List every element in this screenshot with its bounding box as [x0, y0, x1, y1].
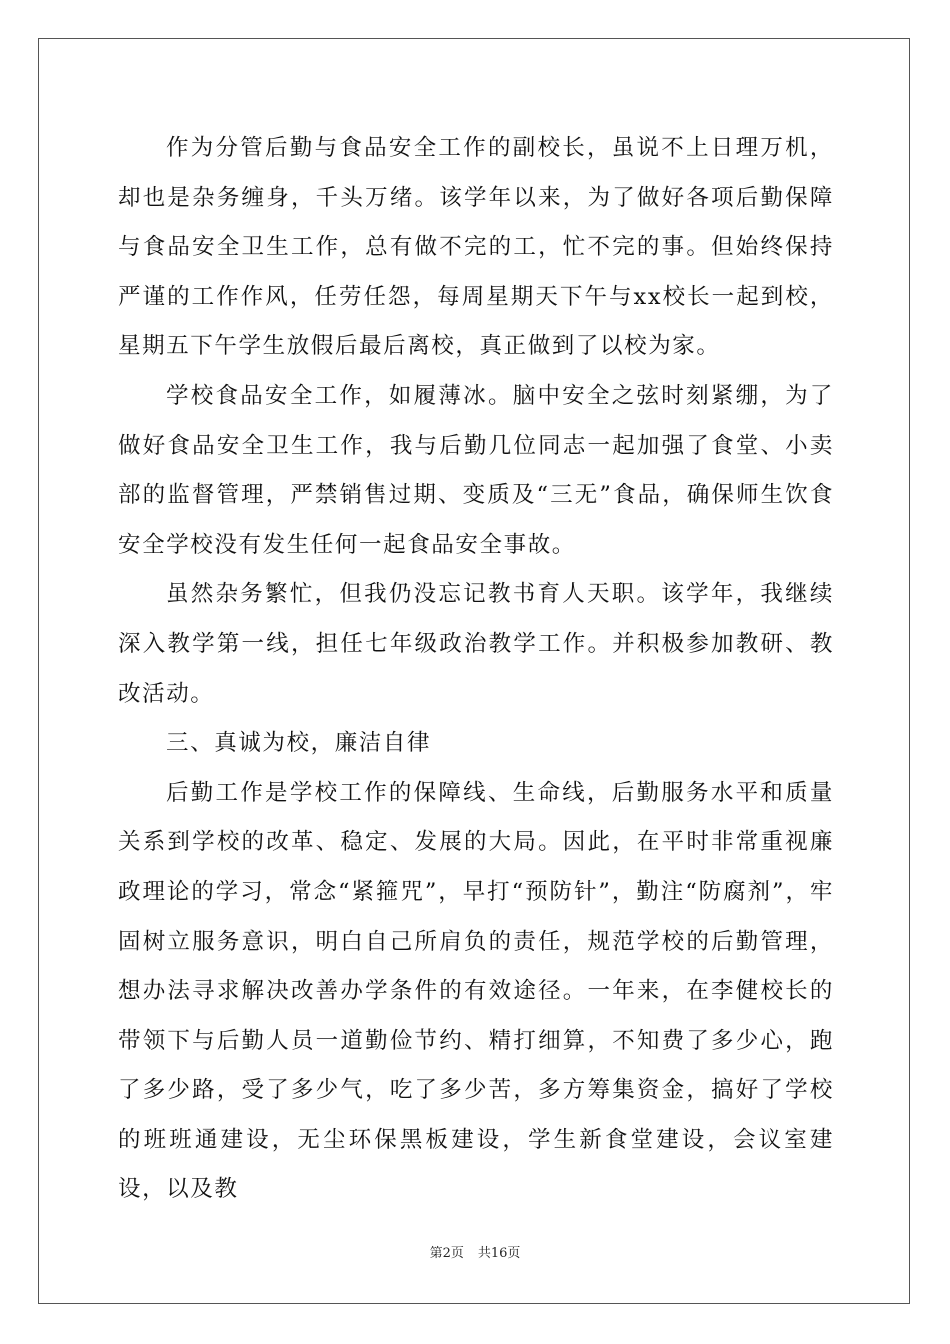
paragraph: 虽然杂务繁忙，但我仍没忘记教书育人天职。该学年，我继续深入教学第一线，担任七年级政治教学工作。并积极参加教研、教改活动。	[118, 581, 834, 707]
page-number: 第2页	[429, 1246, 464, 1261]
section-heading: 三、真诚为校，廉洁自律	[166, 730, 432, 757]
paragraph: 后勤工作是学校工作的保障线、生命线，后勤服务水平和质量关系到学校的改革、稳定、发展的大局。因此，在平时非常重视廉政理论的学习，常念“紧箍咒”，早打“预防针”，勤注“防腐剂”，牢固树立服务意识，明白自己所肩负的责任，规范学校的后勤管理，想办法寻求解决改善办学条件的有效途径。一年来，在李健校长的带领下与后勤人员一道勤俭节约、精打细算，不知费了多少心，跑了多少路，受了多少气，吃了多少苦，多方筹集资金，搞好了学校的班班通建设，无尘环保黑板建设，学生新食堂建设，会议室建设，以及教	[118, 779, 834, 1203]
paragraph: 学校食品安全工作，如履薄冰。脑中安全之弦时刻紧绷，为了做好食品安全卫生工作，我与后勤几位同志一起加强了食堂、小卖部的监督管理，严禁销售过期、变质及“三无”食品，确保师生饮食安全学校没有发生任何一起食品安全事故。	[118, 382, 834, 558]
document-body	[118, 124, 834, 1215]
page-footer	[0, 1244, 950, 1264]
page-total: 共16页	[477, 1246, 521, 1261]
paragraph: 作为分管后勤与食品安全工作的副校长，虽说不上日理万机，却也是杂务缠身，千头万绪。该学年以来，为了做好各项后勤保障与食品安全卫生工作，总有做不完的工，忙不完的事。但始终保持严谨的工作作风，任劳任怨，每周星期天下午与xx校长一起到校，星期五下午学生放假后最后离校，真正做到了以校为家。	[118, 135, 834, 360]
